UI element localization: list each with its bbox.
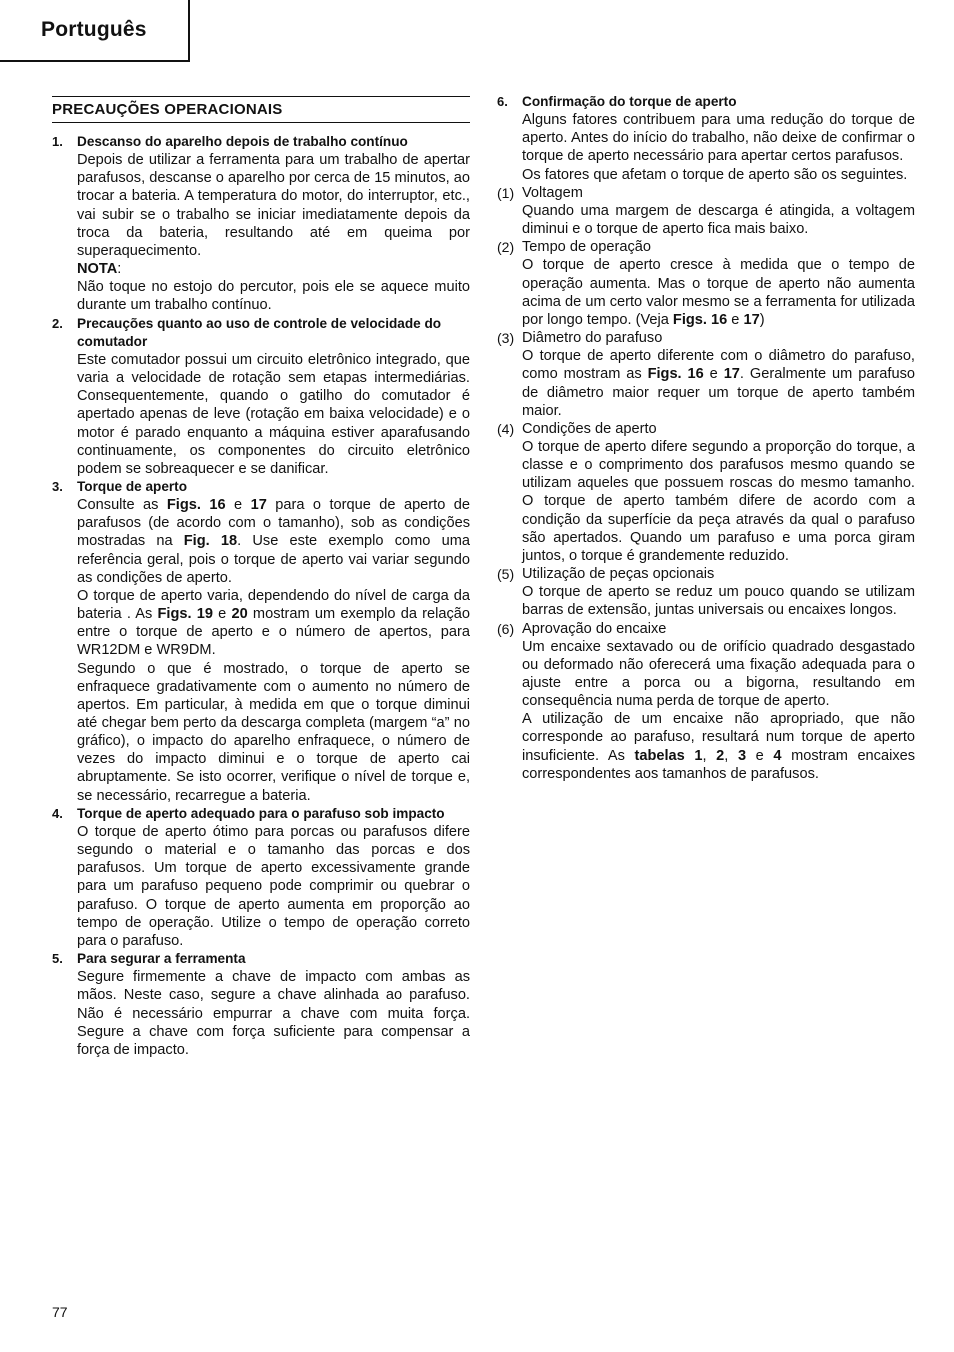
text-run: para o torque de aperto de parafusos (de acordo com o tamanho), sob as condições mostradas na: [77, 497, 470, 550]
factor-number: (2): [497, 239, 515, 256]
language-label: Português: [41, 18, 147, 41]
factor-text: Um encaixe sextavado ou de orifício quadrado desgastado ou deformado não oferecerá uma fixação adequada para o ajuste entre a porca ou a bigorna, resultando em consequência numa perda de torque de aperto.: [522, 638, 915, 710]
item-paragraph: Segundo o que é mostrado, o torque de aperto se enfraquece gradativamente com o aumento no número de apertos. Em particular, à medida em que o torque diminui até chegar bem perto da descarga completa (margem “a” no gráfico), o impacto do aparelho enfraquece, o número de vezes do impacto diminui e o torque de aperto cai abruptamente. Se isto ocorrer, verifique o nível de torque e, se necessário, recarregue a bateria.: [77, 660, 470, 804]
page-number: 77: [52, 1304, 68, 1320]
item-heading: Descanso do aparelho depois de trabalho contínuo: [77, 134, 408, 149]
item-paragraph: [77, 496, 470, 587]
item-heading: Torque de aperto: [77, 478, 188, 494]
item-paragraph: Alguns fatores contribuem para uma redução do torque de aperto. Antes do início do trabalho, não deixe de confirmar o torque de aperto necessário para apertar certos parafusos.: [522, 112, 915, 165]
text-run: e: [746, 747, 774, 764]
language-tab: [0, 0, 190, 62]
item-4: [52, 805, 470, 950]
item-paragraph: Depois de utilizar a ferramenta para um trabalho de apertar parafusos, descanse o aparelho por cerca de 15 minutos, ao trocar a bateria. A temperatura do motor, do interruptor, etc., vai subir se o trabalho se iniciar imediatamente depois da troca da bateria, resultando até em queima por superaquecimento.: [77, 152, 470, 259]
text-run: e: [225, 497, 251, 514]
factor-1: [497, 184, 915, 238]
item-6: [497, 93, 915, 184]
item-3: [52, 478, 470, 805]
right-column: [497, 93, 915, 783]
factor-label: Voltagem: [522, 184, 583, 201]
section-title: PRECAUÇÕES OPERACIONAIS: [52, 96, 470, 123]
item-number: 4.: [52, 805, 63, 821]
item-heading: Confirmação do torque de aperto: [522, 94, 737, 109]
factor-label: Tempo de operação: [522, 239, 651, 256]
item-heading: Para segurar a ferramenta: [77, 951, 246, 967]
note-label: NOTA: [77, 261, 118, 278]
item-heading: Torque de aperto adequado para o parafuso sob impacto: [77, 805, 445, 821]
left-column: [52, 88, 470, 1059]
item-1: [52, 133, 470, 315]
figure-ref: Figs. 16: [647, 366, 704, 383]
text-run: mostram um exemplo da relação entre o torque de aperto e o número de apertos, para WR12DM e WR9DM.: [77, 606, 470, 659]
factor-number: (1): [497, 184, 515, 201]
item-paragraph: Este comutador possui um circuito eletrônico integrado, que varia a velocidade de rotação sem etapas intermediárias. Consequentemente, quando o gatilho do comutador é apertado apenas de leve (rotação em baixa velocidade) e o motor é parado enquanto a máquina estiver aparafusando continuamente, os componentes do circuito eletrônico podem se sobreaquecer e se danificar.: [77, 351, 470, 477]
factor-label: Aprovação do encaixe: [522, 620, 667, 637]
note-colon: :: [117, 261, 122, 278]
table-ref: 2: [716, 747, 725, 764]
factor-text: [522, 256, 915, 329]
item-number: 3.: [52, 478, 63, 494]
item-paragraph: [77, 587, 470, 660]
figure-ref: Fig. 18: [183, 533, 238, 550]
factor-6: [497, 620, 915, 783]
item-paragraph: Os fatores que afetam o torque de aperto são os seguintes.: [522, 166, 908, 183]
factor-number: (5): [497, 566, 515, 583]
text-run: . Use este exemplo como uma referência geral, pois o torque de aperto vai variar segundo as condições de aperto.: [77, 533, 470, 586]
figure-ref: Figs. 16: [166, 497, 226, 514]
item-5: [52, 950, 470, 1059]
text-run: O torque de aperto varia, dependendo do nível de carga da bateria . As: [77, 587, 470, 623]
table-ref: 3: [737, 747, 747, 764]
factor-2: [497, 238, 915, 329]
factor-number: (4): [497, 420, 515, 437]
figure-ref: 17: [743, 311, 760, 328]
note: [77, 260, 470, 278]
factor-text: O torque de aperto difere segundo a proporção do torque, a classe e o comprimento dos parafusos mesmo quando se utilizam aqueles que possuem roscas do mesmo tamanho. O torque de aperto também difere de acordo com a condição da superfície da peça através da qual o parafuso são apertados. Quando um parafuso e uma porca giram juntos, o torque é grandemente reduzido.: [522, 438, 915, 564]
factor-text: [522, 347, 915, 420]
figure-ref: Figs. 19: [157, 606, 213, 623]
item-paragraph: O torque de aperto ótimo para porcas ou parafusos difere segundo o material e o tamanho das porcas e dos parafusos. Um torque de aperto excessivamente grande para um parafuso pequeno pode comprimir ou quebrar o parafuso. O torque de aperto aumenta em proporção ao tempo de operação. Utilize o tempo de operação correto para o parafuso.: [77, 823, 470, 949]
item-heading: Precauções quanto ao uso de controle de velocidade do comutador: [77, 315, 442, 349]
factor-4: [497, 420, 915, 565]
note-text: Não toque no estojo do percutor, pois ele se aquece muito durante um trabalho contínuo.: [77, 279, 470, 314]
factor-label: Utilização de peças opcionais: [522, 566, 715, 583]
text-run: mostram encaixes correspondentes aos tamanhos de parafusos.: [522, 747, 916, 782]
figure-ref: 17: [723, 366, 740, 383]
text-run: e: [727, 311, 744, 328]
item-number: 1.: [52, 134, 63, 149]
text-run: O torque de aperto diferente com o diâmetro do parafuso, como mostram as: [522, 348, 915, 383]
text-run: e: [212, 606, 232, 623]
text-run: ,: [702, 747, 717, 764]
text-run: A utilização de um encaixe não apropriado, que não corresponde ao parafuso, resultará num torque de aperto insuficiente. As: [522, 711, 915, 764]
item-number: 2.: [52, 315, 63, 331]
item-number: 5.: [52, 951, 63, 967]
text-run: O torque de aperto cresce à medida que o tempo de operação aumenta. Mas o torque de aperto não aumenta acima de um certo valor mesmo se a ferramenta for utilizada por longo tempo. (Veja: [522, 257, 915, 328]
table-ref: tabelas 1: [634, 747, 703, 764]
factor-text: Quando uma margem de descarga é atingida, a voltagem diminui e o torque de aperto fica mais baixo.: [522, 202, 915, 238]
text-run: . Geralmente um parafuso de diâmetro maior requer um torque de aperto também maior.: [522, 366, 915, 419]
text-run: ): [759, 311, 765, 328]
factor-text: O torque de aperto se reduz um pouco quando se utilizam barras de extensão, juntas universais ou encaixes longos.: [522, 584, 915, 619]
factor-number: (6): [497, 620, 515, 637]
factor-5: [497, 565, 915, 619]
figure-ref: 17: [250, 497, 267, 514]
figure-ref: 20: [231, 606, 248, 623]
factor-3: [497, 329, 915, 420]
text-run: Consulte as: [77, 497, 167, 514]
text-run: e: [703, 366, 724, 383]
text-run: ,: [724, 747, 738, 764]
item-number: 6.: [497, 94, 508, 109]
figure-ref: Figs. 16: [672, 311, 728, 328]
table-ref: 4: [773, 747, 782, 764]
item-paragraph: Segure firmemente a chave de impacto com ambas as mãos. Neste caso, segure a chave alinhada ao parafuso. Não é necessário empurrar a chave com muita força. Segure a chave com força suficiente para compensar a força de impacto.: [77, 969, 470, 1058]
factor-text: [522, 710, 915, 783]
factor-label: Condições de aperto: [522, 420, 657, 437]
factor-number: (3): [497, 330, 515, 347]
item-2: [52, 315, 470, 478]
factor-label: Diâmetro do parafuso: [522, 330, 663, 347]
